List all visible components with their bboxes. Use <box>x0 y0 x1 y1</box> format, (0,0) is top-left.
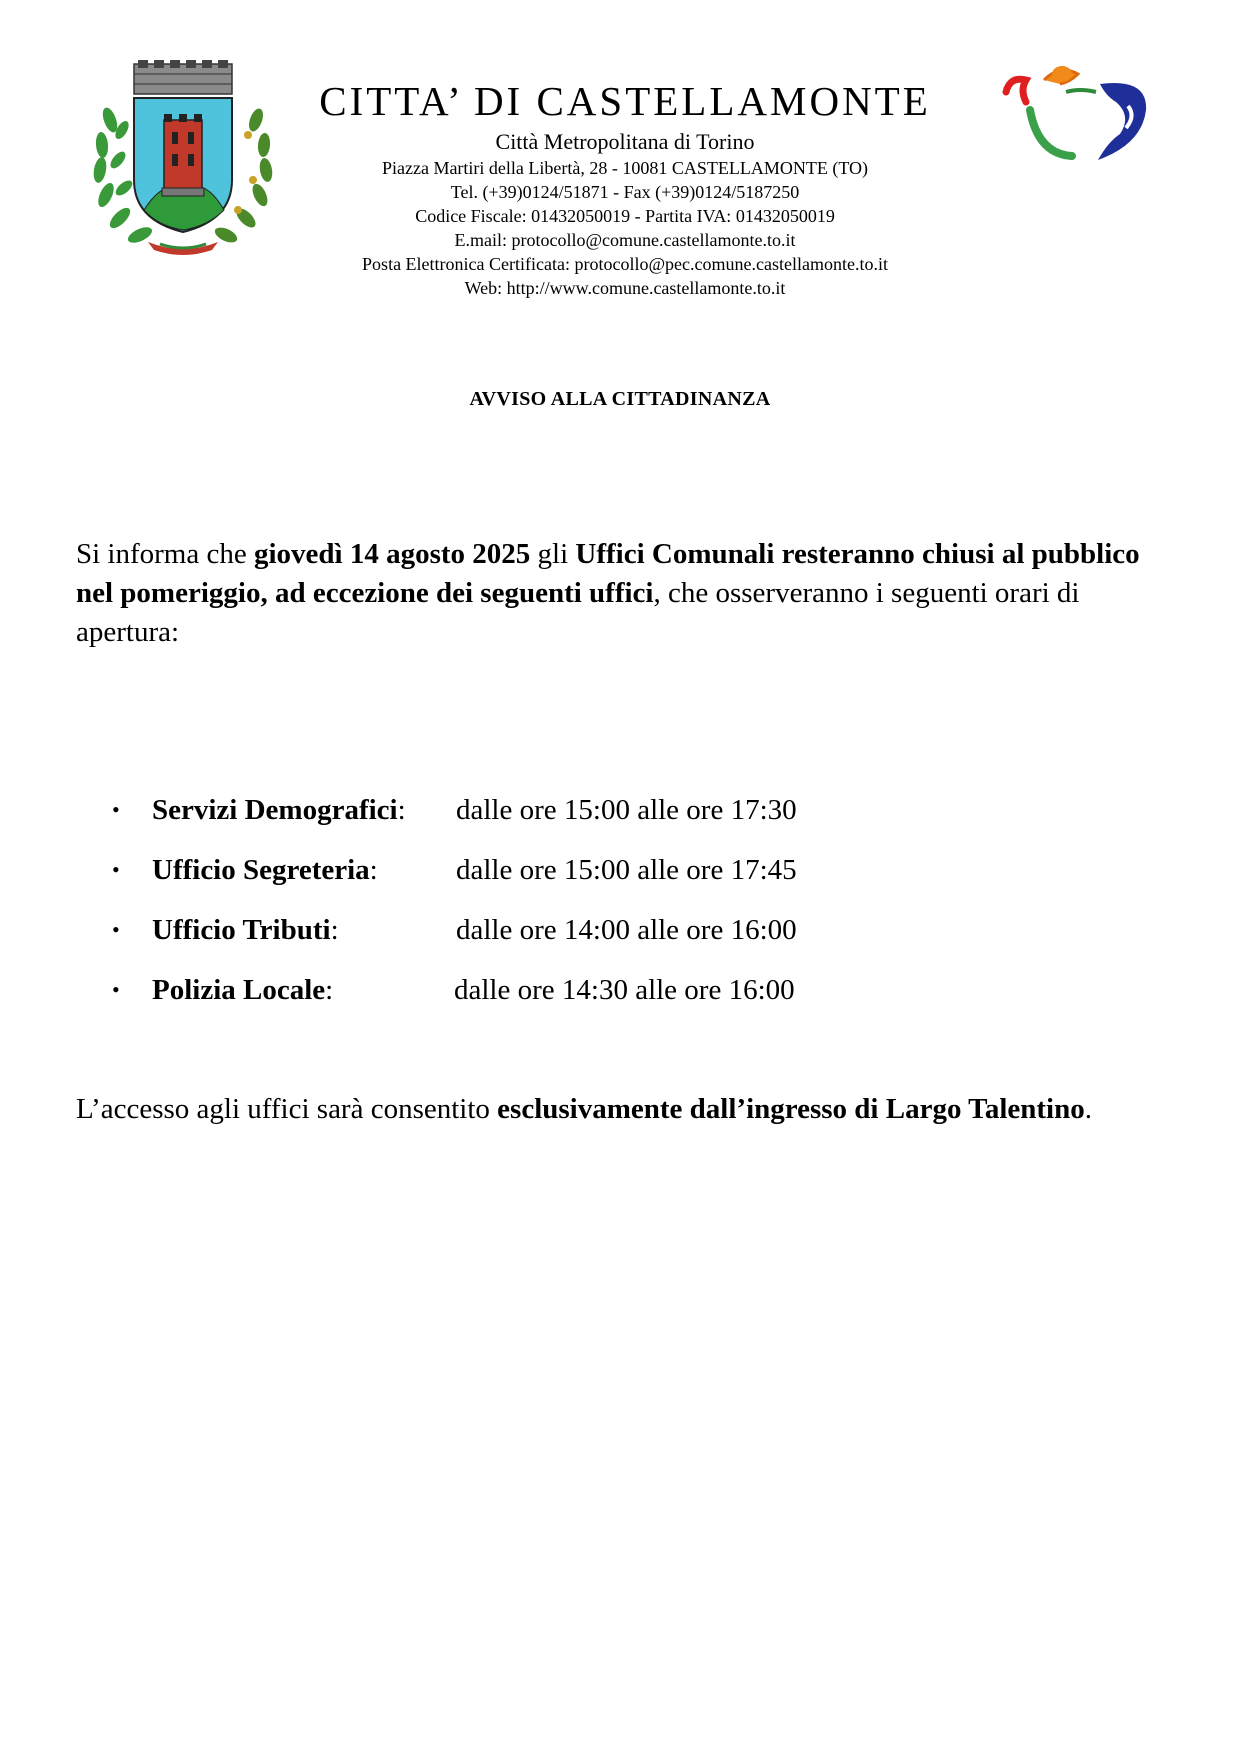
intro-text-1: Si informa che <box>76 538 254 570</box>
teapot-logo-icon <box>1000 62 1156 172</box>
intro-closure: Uffici Comunali resteranno chiusi al pubblico nel pomeriggio, ad eccezione dei seguenti uffici <box>76 538 1140 609</box>
office-name: Ufficio Tributi: <box>152 914 339 946</box>
list-item <box>112 790 1012 850</box>
office-hours: dalle ore 14:30 alle ore 16:00 <box>454 974 795 1006</box>
fiscal-line: Codice Fiscale: 01432050019 - Partita IVA: 01432050019 <box>415 206 835 226</box>
city-subtitle: Città Metropolitana di Torino <box>495 129 755 154</box>
intro-text-2: gli <box>530 538 576 570</box>
list-item <box>112 850 1012 910</box>
office-name: Polizia Locale: <box>152 974 334 1006</box>
city-title: CITTA’ DI CASTELLAMONTE <box>319 78 931 124</box>
access-entrance: esclusivamente dall’ingresso di Largo Talentino <box>497 1093 1085 1125</box>
office-hours: dalle ore 15:00 alle ore 17:30 <box>456 794 797 826</box>
bullet-icon: • <box>112 977 120 1002</box>
bullet-icon: • <box>112 797 120 822</box>
web-line: Web: http://www.comune.castellamonte.to.it <box>464 278 786 298</box>
office-hours: dalle ore 15:00 alle ore 17:45 <box>456 854 797 886</box>
access-paragraph <box>76 1090 1176 1129</box>
access-text-1: L’accesso agli uffici sarà consentito <box>76 1093 498 1125</box>
bullet-icon: • <box>112 857 120 882</box>
office-name: Servizi Demografici: <box>152 794 406 826</box>
notice-title: AVVISO ALLA CITTADINANZA <box>469 388 771 410</box>
access-text-2: . <box>1084 1093 1092 1125</box>
office-hours: dalle ore 14:00 alle ore 16:00 <box>456 914 797 946</box>
phone-line: Tel. (+39)0124/51871 - Fax (+39)0124/5187250 <box>450 182 800 202</box>
letterhead <box>300 78 950 300</box>
pec-line: Posta Elettronica Certificata: protocollo@pec.comune.castellamonte.to.it <box>362 254 888 274</box>
address-line: Piazza Martiri della Libertà, 28 - 10081 CASTELLAMONTE (TO) <box>381 158 869 178</box>
list-item <box>112 910 1012 970</box>
list-item <box>112 970 1012 1030</box>
office-name: Ufficio Segreteria: <box>152 854 378 886</box>
office-hours-list <box>112 790 1012 1030</box>
intro-paragraph <box>76 535 1176 652</box>
bullet-icon: • <box>112 917 120 942</box>
email-line: E.mail: protocollo@comune.castellamonte.to.it <box>454 230 796 250</box>
intro-date: giovedì 14 agosto 2025 <box>253 538 531 570</box>
castle-crest-icon <box>88 60 278 256</box>
intro-text-3: , che osserveranno i seguenti orari di apertura: <box>76 577 1080 648</box>
